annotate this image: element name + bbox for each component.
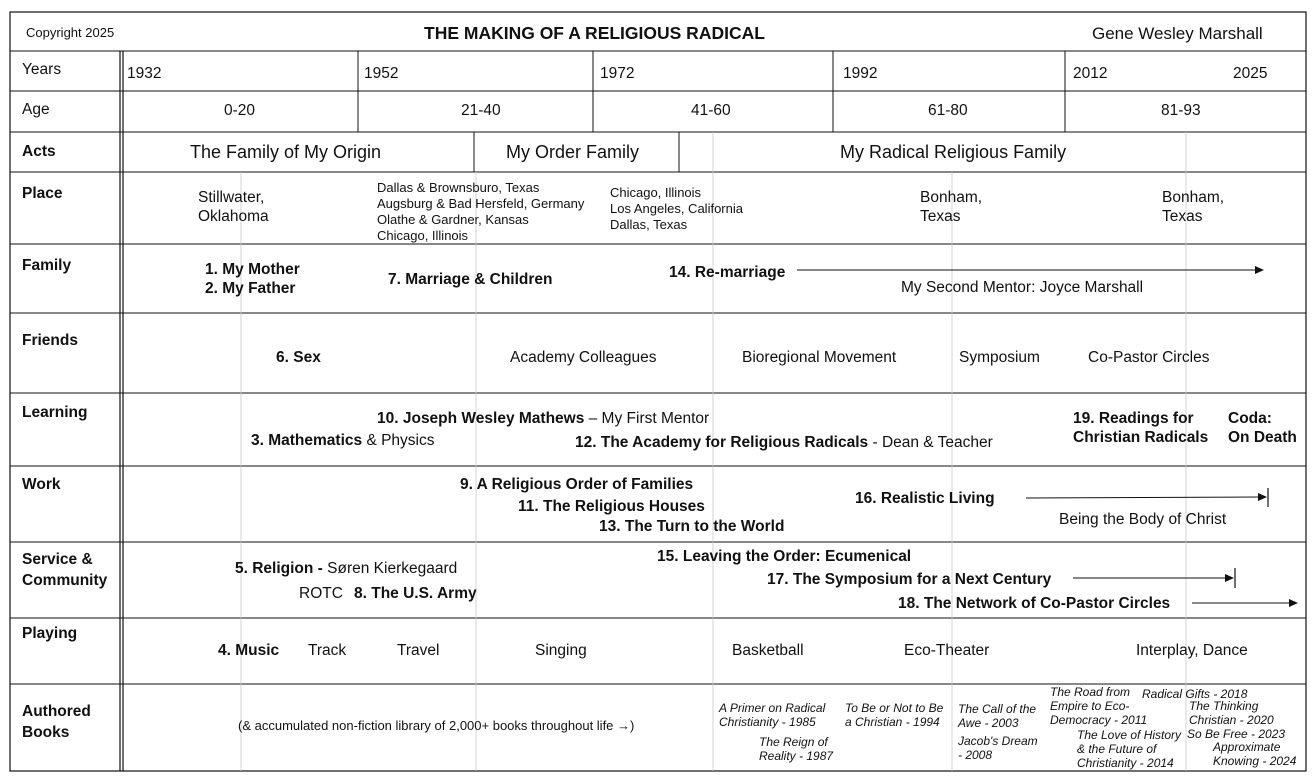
age-81-93: 81-93 <box>1161 102 1201 119</box>
year-1992: 1992 <box>843 65 878 82</box>
place-bonham-1: Bonham, <box>920 189 983 206</box>
playing-interplay: Interplay, Dance <box>1136 642 1248 659</box>
learning-readings-1: 19. Readings for <box>1073 410 1194 427</box>
place-augsburg: Augsburg & Bad Hersfeld, Germany <box>377 196 585 211</box>
page-title: THE MAKING OF A RELIGIOUS RADICAL <box>424 23 765 43</box>
friends-copastor: Co-Pastor Circles <box>1088 349 1210 366</box>
book-love-history-1: The Love of History <box>1077 728 1182 742</box>
place-oklahoma: Oklahoma <box>198 208 269 225</box>
learning-math <box>251 432 435 451</box>
row-label-years: Years <box>22 61 62 78</box>
age-61-80: 61-80 <box>928 102 968 119</box>
place-olathe: Olathe & Gardner, Kansas <box>377 212 529 227</box>
book-approximate-2: Knowing - 2024 <box>1213 754 1297 768</box>
place-chicago-2: Chicago, Illinois <box>610 185 702 200</box>
learning-coda-1: Coda: <box>1228 410 1272 427</box>
place-texas-2: Texas <box>1162 208 1203 225</box>
playing-track: Track <box>308 642 347 659</box>
place-dallas-brownsburo: Dallas & Brownsburo, Texas <box>377 180 540 195</box>
learning-academy-note: - Dean & Teacher <box>868 434 993 451</box>
family-father: 2. My Father <box>205 280 296 297</box>
book-call-awe-1: The Call of the <box>958 702 1037 716</box>
age-41-60: 41-60 <box>691 102 731 119</box>
row-label-books: Books <box>22 724 70 741</box>
row-label-playing: Playing <box>22 625 78 642</box>
learning-coda-2: On Death <box>1228 429 1297 446</box>
row-label-age: Age <box>22 101 50 118</box>
book-thinking-2: Christian - 2020 <box>1189 713 1274 727</box>
friends-academy: Academy Colleagues <box>510 349 657 366</box>
book-reign-2: Reality - 1987 <box>759 749 834 763</box>
row-label-learning: Learning <box>22 404 88 421</box>
book-primer-2: Christianity - 1985 <box>719 715 816 729</box>
learning-readings-2: Christian Radicals <box>1073 429 1209 446</box>
book-jacob-2: - 2008 <box>958 748 993 762</box>
row-label-community: Community <box>22 572 108 589</box>
family-second-mentor: My Second Mentor: Joyce Marshall <box>901 279 1144 296</box>
family-remarriage: 14. Re-marriage <box>669 264 786 281</box>
book-love-history-2: & the Future of <box>1077 742 1157 756</box>
service-rotc: ROTC <box>299 585 343 602</box>
family-mother: 1. My Mother <box>205 261 300 278</box>
row-label-service: Service & <box>22 551 93 568</box>
books-library-note: (& accumulated non-fiction library of 2,000+ books throughout life →) <box>238 718 635 733</box>
label-column-divider <box>120 51 123 771</box>
row-label-authored: Authored <box>22 703 91 720</box>
work-body-of-christ: Being the Body of Christ <box>1059 511 1227 528</box>
playing-singing: Singing <box>535 642 587 659</box>
place-texas-1: Texas <box>920 208 961 225</box>
year-2012: 2012 <box>1073 65 1108 82</box>
book-to-be-1: To Be or Not to Be <box>845 701 944 715</box>
book-love-history-3: Christianity - 2014 <box>1077 756 1174 770</box>
act-family-of-origin: The Family of My Origin <box>190 142 382 162</box>
place-chicago-1: Chicago, Illinois <box>377 228 469 243</box>
service-network: 18. The Network of Co-Pastor Circles <box>898 595 1171 612</box>
book-approximate-1: Approximate <box>1213 740 1281 754</box>
friends-bioregional: Bioregional Movement <box>742 349 897 366</box>
friends-symposium: Symposium <box>959 349 1040 366</box>
act-radical-family: My Radical Religious Family <box>840 142 1067 162</box>
learning-math-title: 3. Mathematics <box>251 432 363 449</box>
learning-academy <box>575 434 993 453</box>
learning-academy-title: 12. The Academy for Religious Radicals <box>575 434 869 451</box>
work-order: 9. A Religious Order of Families <box>460 476 694 493</box>
copyright: Copyright 2025 <box>26 25 115 40</box>
place-bonham-2: Bonham, <box>1162 189 1225 206</box>
friends-sex: 6. Sex <box>276 349 321 366</box>
realistic-living-arrow <box>1026 497 1266 498</box>
learning-math-note: & Physics <box>362 432 435 449</box>
author-name: Gene Wesley Marshall <box>1092 24 1263 43</box>
playing-basketball: Basketball <box>732 642 804 659</box>
learning-mathews <box>377 410 709 429</box>
service-leaving-order: 15. Leaving the Order: Ecumenical <box>657 548 912 565</box>
row-label-family: Family <box>22 257 72 274</box>
service-religion-title: 5. Religion - <box>235 560 328 577</box>
row-label-acts: Acts <box>22 143 56 160</box>
book-primer-1: A Primer on Radical <box>719 701 826 715</box>
row-label-work: Work <box>22 476 61 493</box>
year-2025: 2025 <box>1233 65 1268 82</box>
age-0-20: 0-20 <box>224 102 256 119</box>
outer-border <box>10 12 1306 771</box>
playing-eco-theater: Eco-Theater <box>904 642 990 659</box>
learning-mathews-note: – My First Mentor <box>584 410 710 427</box>
service-symposium: 17. The Symposium for a Next Century <box>767 571 1052 588</box>
year-1932: 1932 <box>127 65 162 82</box>
age-21-40: 21-40 <box>461 102 501 119</box>
book-to-be-2: a Christian - 1994 <box>845 715 940 729</box>
year-1972: 1972 <box>600 65 635 82</box>
book-reign-1: The Reign of <box>759 735 828 749</box>
service-religion <box>235 560 457 579</box>
place-los-angeles: Los Angeles, California <box>610 201 743 216</box>
work-turn: 13. The Turn to the World <box>599 518 785 535</box>
row-label-place: Place <box>22 185 63 202</box>
book-so-be-free: So Be Free - 2023 <box>1187 727 1286 741</box>
year-1952: 1952 <box>364 65 399 82</box>
book-jacob-1: Jacob's Dream <box>958 734 1038 748</box>
playing-travel: Travel <box>397 642 440 659</box>
place-dallas: Dallas, Texas <box>610 217 688 232</box>
work-houses: 11. The Religious Houses <box>518 498 705 515</box>
row-label-friends: Friends <box>22 332 78 349</box>
family-marriage: 7. Marriage & Children <box>388 271 553 288</box>
place-stillwater: Stillwater, <box>198 189 265 206</box>
book-call-awe-2: Awe - 2003 <box>958 716 1019 730</box>
act-order-family: My Order Family <box>506 142 640 162</box>
service-army: 8. The U.S. Army <box>354 585 477 602</box>
book-road-3: Democracy - 2011 <box>1050 713 1148 727</box>
work-realistic-living: 16. Realistic Living <box>855 490 995 507</box>
playing-music: 4. Music <box>218 642 280 659</box>
service-religion-note: Søren Kierkegaard <box>327 560 458 577</box>
book-road-2: Empire to Eco- <box>1050 699 1130 713</box>
learning-mathews-title: 10. Joseph Wesley Mathews <box>377 410 585 427</box>
book-thinking-1: The Thinking <box>1189 699 1259 713</box>
book-road-1: The Road from <box>1050 685 1131 699</box>
book-radical-gifts: Radical Gifts - 2018 <box>1142 687 1248 701</box>
